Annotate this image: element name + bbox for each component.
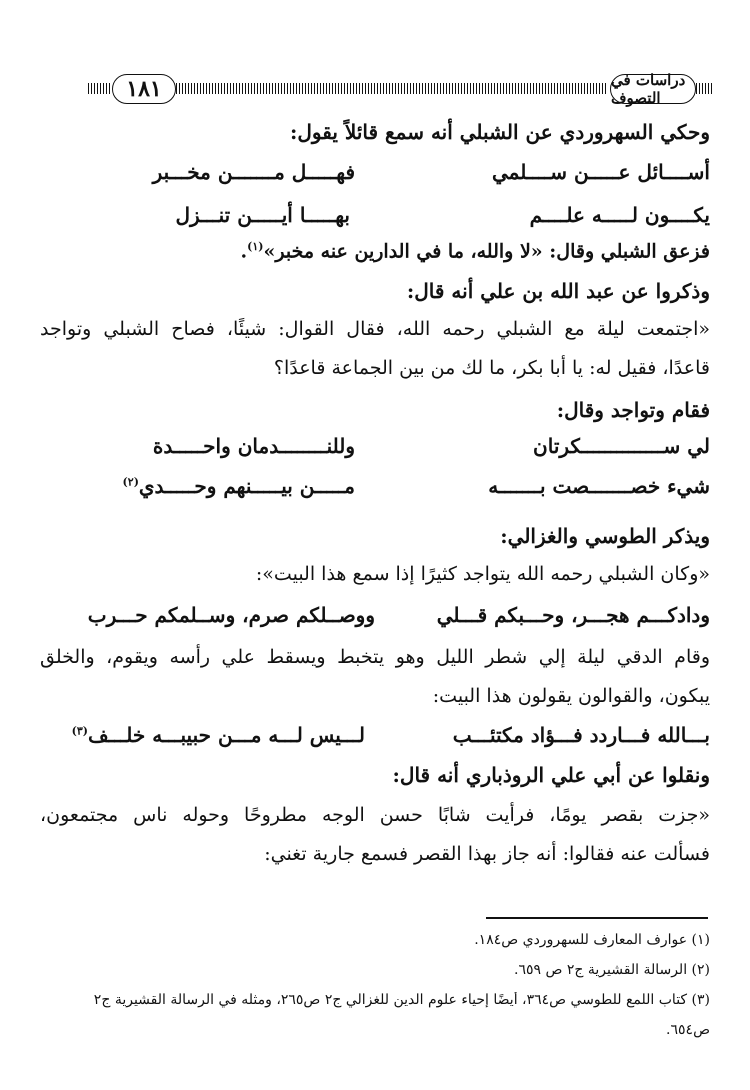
header-hatch-left [88, 83, 110, 94]
footnote-3a: (٣) كتاب اللمع للطوسي ص٣٦٤، أيضًا إحياء علوم الدين للغزالي ج٢ ص٢٦٥، ومثله في الرسالة القشيرية ج٢ [93, 992, 710, 1008]
running-title: دراسات في التصوف [610, 74, 696, 104]
verse-4-right: شيء خصـــــــصت بـــــــه [488, 474, 710, 498]
verse-1-right: أســــائل عـــــن ســــلمي [492, 160, 710, 184]
text-line-2-period: . [240, 240, 248, 263]
verse-5-left: ووصــلكم صرم، وســلمكم حـــرب [87, 603, 375, 627]
page-header [88, 70, 714, 106]
verse-4-left [123, 474, 355, 498]
verse-3-left: وللنــــــــدمان واحـــــدة [152, 434, 355, 458]
text-line-9: ونقلوا عن أبي علي الروذباري أنه قال: [392, 763, 710, 787]
verse-2-right: يكــــون لـــــه علــــم [529, 203, 710, 227]
verse-4-left-text: مـــــن بيـــــنهم وحـــــدي [138, 474, 355, 498]
footnote-ref-1: (١) [247, 240, 264, 253]
text-line-10a: «جزت بقصر يومًا، فرأيت شابًا حسن الوجه مطروحًا وحوله ناس مجتمعون، [40, 804, 710, 826]
text-line-2 [241, 240, 711, 262]
text-line-5: فقام وتواجد وقال: [556, 398, 710, 422]
footnote-2: (٢) الرسالة القشيرية ج٢ ص ٦٥٩. [514, 962, 710, 978]
footnote-ref-3: (٣) [71, 724, 88, 738]
verse-1-left: فهـــــل مـــــــن مخـــبر [152, 160, 355, 184]
verse-5-right: ودادكـــم هجـــر، وحـــبكم قـــلي [436, 603, 710, 627]
text-line-8b: يبكون، والقوالون يقولون هذا البيت: [432, 685, 710, 707]
text-line-10b: فسألت عنه فقالوا: أنه جاز بهذا القصر فسمع جارية تغني: [264, 843, 710, 865]
text-line-2-content: فزعق الشبلي وقال: «لا والله، ما في الدارين عنه مخبر» [263, 240, 710, 263]
text-line-8a: وقام الدقي ليلة إلي شطر الليل وهو يتخبط ويسقط علي رأسه ويقوم، والخلق [40, 646, 710, 668]
text-line-4a: «اجتمعت ليلة مع الشبلي رحمه الله، فقال القوال: شيئًا، فصاح الشبلي وتواجد [40, 318, 710, 340]
text-line-6: ويذكر الطوسي والغزالي: [500, 524, 710, 548]
footnote-1: (١) عوارف المعارف للسهروردي ص١٨٤. [474, 932, 710, 948]
header-hatch-middle [176, 83, 608, 94]
verse-2-left: بهـــــا أيـــــن تنـــزل [175, 203, 350, 227]
text-line-3: وذكروا عن عبد الله بن علي أنه قال: [406, 279, 710, 303]
header-hatch-right [696, 83, 714, 94]
verse-3-right: لي ســــــــــــــكرتان [533, 434, 710, 458]
text-line-4b: قاعدًا، فقيل له: يا أبا بكر، ما لك من بين الجماعة قاعدًا؟ [273, 357, 710, 379]
text-line-7: «وكان الشبلي رحمه الله يتواجد كثيرًا إذا سمع هذا البيت»: [255, 563, 710, 585]
footnote-ref-2: (٢) [122, 475, 139, 489]
verse-6-right: بـــالله فـــاردد فـــؤاد مكتئـــب [452, 723, 710, 747]
page-number: ١٨١ [112, 74, 176, 104]
text-line-1: وحكي السهروردي عن الشبلي أنه سمع قائلاً يقول: [290, 120, 710, 144]
footnote-separator [486, 917, 708, 919]
verse-6-left [72, 723, 365, 747]
footnote-3b: ص٦٥٤. [666, 1022, 710, 1038]
verse-6-left-text: لـــيس لـــه مـــن حبيبـــه خلـــف [87, 723, 365, 747]
